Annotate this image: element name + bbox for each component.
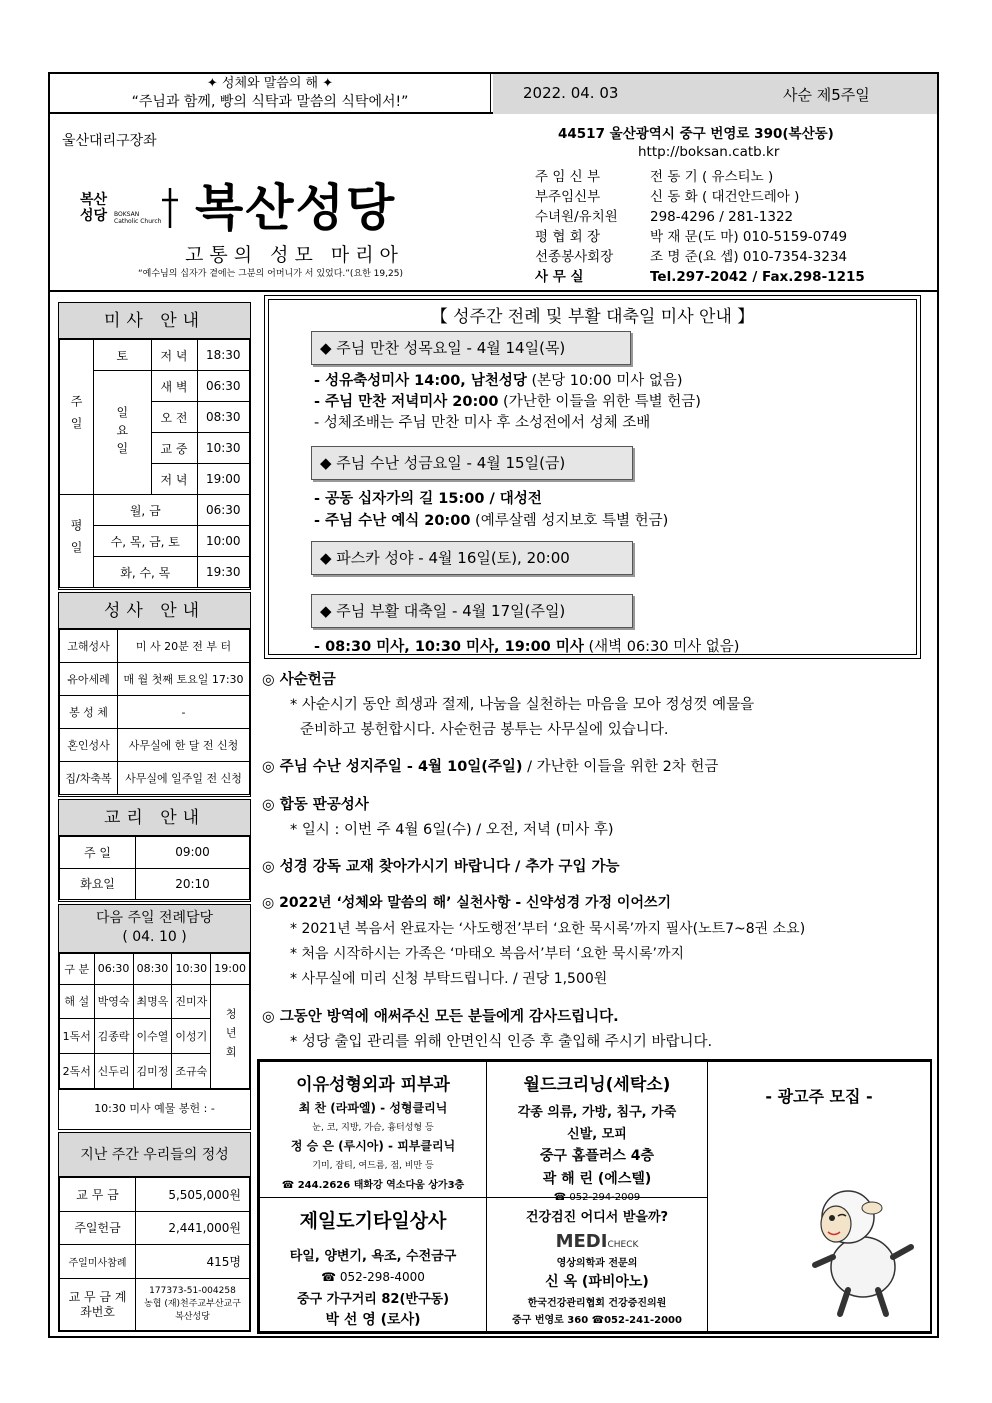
ad-line: 신발, 모피 [567,1127,627,1142]
small-logo-kr-1: 복산 [80,192,108,208]
staff-value: Tel.297-2042 / Fax.298-1215 [650,269,865,285]
account-holder: 복산성당 [175,1312,210,1322]
table-row [60,663,250,696]
table-row [60,837,250,869]
sunday-label: 주일 [60,340,94,495]
patron-name: 고통의 성모 마리아 [185,244,404,266]
notice-title: ◎ 합동 판공성사 [262,797,369,813]
ad-medical [486,1197,708,1332]
line-bold: - 08:30 미사, 10:30 미사, 19:00 미사 [314,639,584,655]
catechism-title: 교리 안내 [59,800,250,836]
mass-title: 미사 안내 [59,303,250,339]
mass-time: 19:00 [197,464,249,495]
sacrament-value: - [118,696,250,729]
table-row [60,495,250,526]
staff-role: 사 무 실 [535,269,584,285]
offering-name: 교 무 금 [60,1178,136,1212]
small-logo-kr-2: 성당 [80,208,108,224]
duty-header: 구 분 [60,954,95,985]
sacrament-title: 성사 안내 [59,593,250,629]
table-row [60,729,250,762]
staff-row [535,245,847,265]
next-week-date: ( 04. 10 ) [122,929,187,945]
ad-title: 이유성형외과 피부과 [296,1075,450,1095]
table-row [60,630,250,663]
notice-line: * 사순시기 동안 희생과 절제, 나눔을 실천하는 마음을 모아 정성껏 예물을 [290,697,755,713]
sacrament-info [58,592,251,797]
ads-area [257,1059,932,1334]
staff-row [535,225,847,245]
notice-line: * 일시 : 이번 주 4월 6일(수) / 오전, 저녁 (미사 후) [290,822,614,838]
sheep-mascot-icon [808,1172,918,1322]
duty-header: 08:30 [133,954,172,985]
ad-title: 제일도기타일상사 [299,1210,447,1232]
offertory-note: 10:30 미사 예물 봉헌 : - [59,1089,250,1128]
notice-title: ◎ 성경 강독 교재 찾아가시기 바랍니다 / 추가 구입 가능 [262,859,620,875]
ad-line: 중구 번영로 360 ☎052-241-2000 [512,1315,682,1326]
mass-slot: 오 전 [151,402,197,433]
mass-time: 10:30 [197,433,249,464]
address: 44517 울산광역시 중구 번영로 390(복산동) [558,126,834,142]
patron-quote: “예수님의 십자가 곁에는 그분의 어머니가 서 있었다.”(요한 19,25) [138,269,403,279]
sacrament-value: 사무실에 일주일 전 신청 [118,762,250,795]
line-rest: (예루살렘 성지보호 특별 헌금) [470,513,669,529]
offering-value: 5,505,000원 [136,1178,250,1212]
sacrament-name: 봉 성 체 [60,696,118,729]
next-week-duty [58,904,251,1130]
banner-right [493,74,937,114]
notice-line: 준비하고 봉헌합시다. 사순헌금 봉투는 사무실에 있습니다. [300,722,669,738]
diocese-label: 울산대리구장좌 [62,133,157,149]
notice-title: ◎ 사순헌금 [262,672,336,688]
ad-line: 각종 의류, 가방, 침구, 가죽 [517,1105,677,1120]
line-bold: - 주님 만찬 저녁미사 20:00 [314,394,499,410]
ad-line: 중구 홈플러스 4층 [539,1148,655,1164]
duty-label: 1독서 [60,1019,95,1054]
catechism-name: 주 일 [60,837,136,869]
sacrament-value: 사무실에 한 달 전 신청 [118,729,250,762]
liturgical-week: 사순 제5주일 [783,86,870,104]
sacrament-value: 미 사 20분 전 부 터 [118,630,250,663]
holy-week-line: - 성체조배는 주님 만찬 미사 후 소성전에서 성체 조배 [314,415,651,431]
mass-slot: 저 녁 [151,340,197,371]
top-banner [50,74,937,114]
small-logo [80,192,107,224]
account-bank: 농협 (재)천주교부산교구 [144,1299,241,1309]
mass-schedule [58,302,251,590]
next-week-title: 다음 주일 전례담당 [95,910,214,926]
small-logo-en-1: BOKSAN [114,211,140,218]
mass-time: 10:00 [197,526,249,557]
duty-cell: 조규숙 [172,1054,211,1089]
ad-tile [259,1197,487,1332]
staff-value: 신 동 화 ( 대건안드레아 ) [650,189,800,205]
ad-line: 중구 가구거리 82(반구동) [296,1292,450,1307]
ad-line: 정 승 은 (루시아) - 피부클리닉 [290,1139,456,1153]
holy-week-title: 【 성주간 전례 및 부활 대축일 미사 안내 】 [430,307,755,327]
ad-title: 월드크리닝(세탁소) [523,1075,671,1095]
duty-label: 2독서 [60,1054,95,1089]
mass-slot: 저 녁 [151,464,197,495]
ad-recruit [707,1061,930,1332]
ad-line: ☎ 052-294-2009 [553,1192,641,1203]
table-row [60,1279,250,1331]
offering-name: 주일미사참례 [60,1245,136,1279]
mass-day: 월, 금 [94,495,198,526]
ad-line: 박 선 영 (로사) [325,1312,421,1328]
table-row [60,1178,250,1212]
ad-line: ☎ 052-298-4000 [321,1270,425,1284]
duty-header: 19:00 [211,954,250,985]
holy-week-line [314,509,668,530]
staff-role: 수녀원/유치원 [535,209,618,225]
medicheck-logo [487,1231,707,1252]
duty-table [59,953,250,1089]
notice-title: ◎ 2022년 ‘성체와 말씀의 해’ 실천사항 - 신약성경 가정 이어쓰기 [262,895,672,911]
notice-title [262,755,718,776]
banner-title: ✦ 성체와 말씀의 해 ✦ [206,76,334,91]
line-bold: - 성유축성미사 14:00, 남천성당 [314,373,527,389]
cross-icon [158,186,182,230]
duty-header: 06:30 [94,954,133,985]
ad-title: 건강검진 어디서 받을까? [525,1210,669,1225]
catechism-value: 09:00 [136,837,250,869]
youth-label: 청년회 [211,984,250,1088]
small-logo-en [114,211,161,225]
sacrament-table [59,629,250,795]
holy-thursday-heading: ◆ 주님 만찬 성목요일 - 4월 14일(목) [311,331,631,365]
ad-cleaning [486,1061,708,1203]
ad-line: 신 옥 (파비아노) [545,1274,649,1290]
sacrament-value: 매 월 첫째 토요일 17:30 [118,663,250,696]
ad-dermatology [259,1061,487,1198]
weekday-label: 평일 [60,495,94,588]
account-label: 교 무 금 계좌번호 [60,1279,136,1331]
holy-week-line [314,635,739,656]
easter-vigil-heading: ◆ 파스카 성야 - 4월 16일(토), 20:00 [311,541,633,575]
staff-row [535,165,773,185]
catechism-table [59,836,250,900]
staff-role: 평 협 회 장 [535,229,601,245]
duty-cell: 진미자 [172,984,211,1019]
mass-time: 18:30 [197,340,249,371]
staff-role: 선종봉사회장 [535,249,614,265]
mass-time: 06:30 [197,495,249,526]
notice-title-rest: / 가난한 이들을 위한 2차 헌금 [522,759,719,775]
offering-name: 주일헌금 [60,1211,136,1245]
notice-title: ◎ 그동안 방역에 애써주신 모든 분들에게 감사드립니다. [262,1009,619,1025]
banner-left [50,74,491,114]
table-row [60,340,250,371]
duty-cell: 김종락 [94,1019,133,1054]
catechism-value: 20:10 [136,868,250,900]
offering-value: 2,441,000원 [136,1211,250,1245]
staff-value: 조 명 준(요 셉) 010-7354-3234 [650,249,848,265]
mass-slot: 새 벽 [151,371,197,402]
mass-slot: 교 중 [151,433,197,464]
mass-day: 화, 수, 목 [94,557,198,588]
ad-line: 영상의학과 전문의 [556,1258,638,1269]
account-info [136,1279,250,1331]
notice-line: * 2021년 복음서 완료자는 ‘사도행전’부터 ‘요한 묵시록’까지 필사(노트7~8권 소요) [290,921,806,937]
line-rest: (가난한 이들을 위한 특별 헌금) [498,394,701,410]
offerings-table [59,1177,250,1331]
staff-value: 298-4296 / 281-1322 [650,209,794,225]
mass-table [59,339,250,588]
sacrament-name: 고해성사 [60,630,118,663]
staff-value: 전 동 기 ( 유스티노 ) [650,169,774,185]
masthead [50,116,937,292]
table-row [60,954,250,985]
banner-slogan: “주님과 함께, 빵의 식탁과 말씀의 식탁에서!” [131,94,409,110]
ad-line: ☎ 244.2626 태화강 역소다움 상가3층 [281,1180,465,1191]
ad-line: 눈, 코, 지방, 가슴, 흉터성형 등 [312,1123,434,1133]
account-number: 177373-51-004258 [149,1286,236,1296]
duty-cell: 김미정 [133,1054,172,1089]
table-row [60,696,250,729]
next-week-header [59,905,250,953]
ad-title: - 광고주 모집 - [765,1087,873,1106]
duty-cell: 최명옥 [133,984,172,1019]
staff-row [535,265,865,285]
offerings-info [58,1132,251,1332]
staff-row [535,205,793,225]
holy-week-line [314,369,683,390]
sacrament-name: 유아세례 [60,663,118,696]
table-row [60,868,250,900]
table-row [60,762,250,795]
logo-text: MEDI [555,1231,608,1252]
ad-line: 타일, 양변기, 욕조, 수전금구 [289,1249,457,1264]
line-rest: (새벽 06:30 미사 없음) [583,639,740,655]
duty-cell: 박영숙 [94,984,133,1019]
mass-day: 토 [94,340,152,371]
table-row [60,1245,250,1279]
line-rest: (본당 10:00 미사 없음) [526,373,683,389]
staff-value: 박 재 문(도 마) 010-5159-0749 [650,229,848,245]
staff-row [535,185,799,205]
notice-line: * 사무실에 미리 신청 부탁드립니다. / 권당 1,500원 [290,971,608,987]
staff-role: 주 임 신 부 [535,169,601,185]
duty-cell: 이성기 [172,1019,211,1054]
ad-line: 곽 해 린 (에스텔) [542,1171,652,1187]
holy-week-line [314,390,701,411]
catechism-info [58,799,251,902]
table-row [60,1211,250,1245]
issue-date: 2022. 04. 03 [523,84,619,102]
small-logo-en-2: Catholic Church [114,218,162,225]
line-bold: - 주님 수난 예식 20:00 [314,513,471,529]
duty-label: 해 설 [60,984,95,1019]
offerings-title: 지난 주간 우리들의 정성 [59,1133,250,1177]
ad-line: 최 찬 (라파엘) - 성형클리닉 [298,1101,448,1115]
staff-role: 부주임신부 [535,189,601,205]
logo-text-2: CHECK [607,1240,639,1250]
website-link[interactable]: http://boksan.catb.kr [638,144,780,160]
duty-header: 10:30 [172,954,211,985]
sacrament-name: 혼인성사 [60,729,118,762]
notice-line: * 처음 시작하시는 가족은 ‘마태오 복음서’부터 ‘요한 묵시록’까지 [290,946,685,962]
mass-time: 08:30 [197,402,249,433]
mass-time: 06:30 [197,371,249,402]
notice-line: * 성당 출입 관리를 위해 안면인식 인증 후 출입해 주시기 바랍니다. [290,1034,713,1050]
catechism-name: 화요일 [60,868,136,900]
holy-week-line: - 공동 십자가의 길 15:00 / 대성전 [314,491,542,507]
offering-value: 415명 [136,1245,250,1279]
good-friday-heading: ◆ 주님 수난 성금요일 - 4월 15일(금) [311,446,633,480]
notice-title-bold: ◎ 주님 수난 성지주일 - 4월 10일(주일) [262,759,523,775]
duty-cell: 이수열 [133,1019,172,1054]
ad-line: 한국건강관리협회 건강증진의원 [527,1298,667,1309]
sunday-sub: 일요일 [94,371,152,495]
duty-cell: 신두리 [94,1054,133,1089]
easter-sunday-heading: ◆ 주님 부활 대축일 - 4월 17일(주일) [311,594,633,628]
mass-time: 19:30 [197,557,249,588]
church-name: 복산성당 [195,178,397,237]
mass-day: 수, 목, 금, 토 [94,526,198,557]
sacrament-name: 집/차축복 [60,762,118,795]
table-row [60,984,250,1019]
ad-line: 기미, 잡티, 여드름, 점, 비만 등 [312,1161,434,1171]
